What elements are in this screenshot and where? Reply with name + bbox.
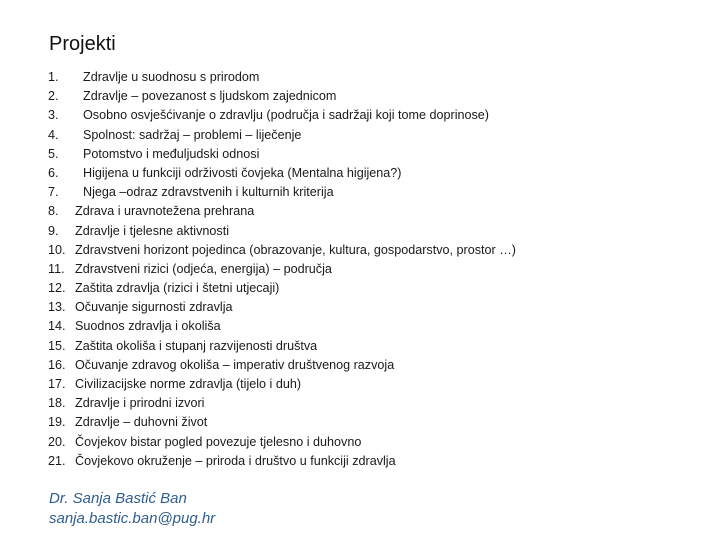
item-text: Zdravlje – povezanost s ljudskom zajednicom bbox=[83, 89, 337, 104]
item-text: Zaštita okoliša i stupanj razvijenosti društva bbox=[75, 338, 318, 353]
list-item bbox=[48, 279, 708, 298]
item-text: Zdravlje i tjelesne aktivnosti bbox=[75, 223, 229, 238]
list-item bbox=[48, 126, 708, 145]
item-number: 7. bbox=[48, 185, 59, 200]
page-title: Projekti bbox=[49, 33, 116, 55]
author-name: Dr. Sanja Bastić Ban bbox=[49, 490, 187, 507]
item-text: Čovjekovo okruženje – priroda i društvo u funkciji zdravlja bbox=[75, 453, 396, 468]
item-text: Zdravstveni horizont pojedinca (obrazovanje, kultura, gospodarstvo, prostor …) bbox=[75, 242, 517, 257]
list-item bbox=[48, 164, 708, 183]
list-item bbox=[48, 356, 708, 375]
list-item bbox=[48, 317, 708, 336]
item-number: 13. bbox=[48, 300, 66, 315]
item-number: 8. bbox=[48, 204, 59, 219]
item-number: 17. bbox=[48, 377, 66, 391]
item-text: Očuvanje zdravog okoliša – imperativ društvenog razvoja bbox=[75, 357, 395, 372]
item-text: Zdravlje i prirodni izvori bbox=[75, 396, 205, 411]
list-item bbox=[48, 183, 708, 202]
item-number: 1. bbox=[48, 70, 59, 84]
author-email: sanja.bastic.ban@pug.hr bbox=[49, 510, 216, 527]
item-number: 3. bbox=[48, 108, 59, 123]
item-number: 21. bbox=[48, 453, 66, 468]
item-number: 15. bbox=[48, 338, 66, 353]
item-number: 2. bbox=[48, 89, 59, 104]
item-text: Njega –odraz zdravstvenih i kulturnih kriterija bbox=[83, 185, 334, 200]
list-item bbox=[48, 87, 708, 106]
item-text: Civilizacijske norme zdravlja (tijelo i duh) bbox=[75, 377, 302, 391]
item-number: 20. bbox=[48, 434, 66, 449]
item-text: Zdravlje – duhovni život bbox=[75, 415, 208, 430]
item-number: 12. bbox=[48, 281, 66, 296]
list-item bbox=[48, 413, 708, 432]
item-text: Čovjekov bistar pogled povezuje tjelesno i duhovno bbox=[75, 434, 362, 449]
item-text: Suodnos zdravlja i okoliša bbox=[75, 319, 221, 334]
item-number: 11. bbox=[48, 261, 65, 276]
item-number: 10. bbox=[48, 242, 66, 257]
item-number: 6. bbox=[48, 165, 59, 180]
item-number: 19. bbox=[48, 415, 66, 430]
list-item bbox=[48, 68, 708, 87]
item-number: 4. bbox=[48, 127, 59, 142]
item-text: Potomstvo i međuljudski odnosi bbox=[83, 146, 260, 161]
list-item bbox=[48, 145, 708, 164]
item-number: 5. bbox=[48, 146, 59, 161]
item-text: Spolnost: sadržaj – problemi – liječenje bbox=[83, 127, 302, 142]
item-text: Očuvanje sigurnosti zdravlja bbox=[75, 300, 233, 315]
item-number: 14. bbox=[48, 319, 66, 334]
item-text: Zdravlje u suodnosu s prirodom bbox=[83, 70, 260, 84]
item-text: Higijena u funkciji održivosti čovjeka (Mentalna higijena?) bbox=[83, 165, 402, 180]
item-number: 16. bbox=[48, 357, 66, 372]
list-item bbox=[48, 222, 708, 241]
author-footer bbox=[49, 489, 215, 529]
list-item bbox=[48, 433, 708, 452]
item-text: Zaštita zdravlja (rizici i štetni utjecaji) bbox=[75, 281, 280, 296]
list-item bbox=[48, 452, 708, 471]
item-number: 9. bbox=[48, 223, 59, 238]
list-item bbox=[48, 241, 708, 260]
list-item bbox=[48, 375, 708, 394]
item-text: Zdravstveni rizici (odjeća, energija) – područja bbox=[75, 261, 332, 276]
list-item bbox=[48, 298, 708, 317]
item-text: Osobno osvješćivanje o zdravlju (područja i sadržaji koji tome doprinose) bbox=[83, 108, 489, 123]
list-item bbox=[48, 106, 708, 125]
list-item bbox=[48, 202, 708, 221]
list-item bbox=[48, 394, 708, 413]
project-list bbox=[48, 68, 708, 471]
item-number: 18. bbox=[48, 396, 66, 411]
list-item bbox=[48, 260, 708, 279]
item-text: Zdrava i uravnotežena prehrana bbox=[75, 204, 255, 219]
list-item bbox=[48, 337, 708, 356]
